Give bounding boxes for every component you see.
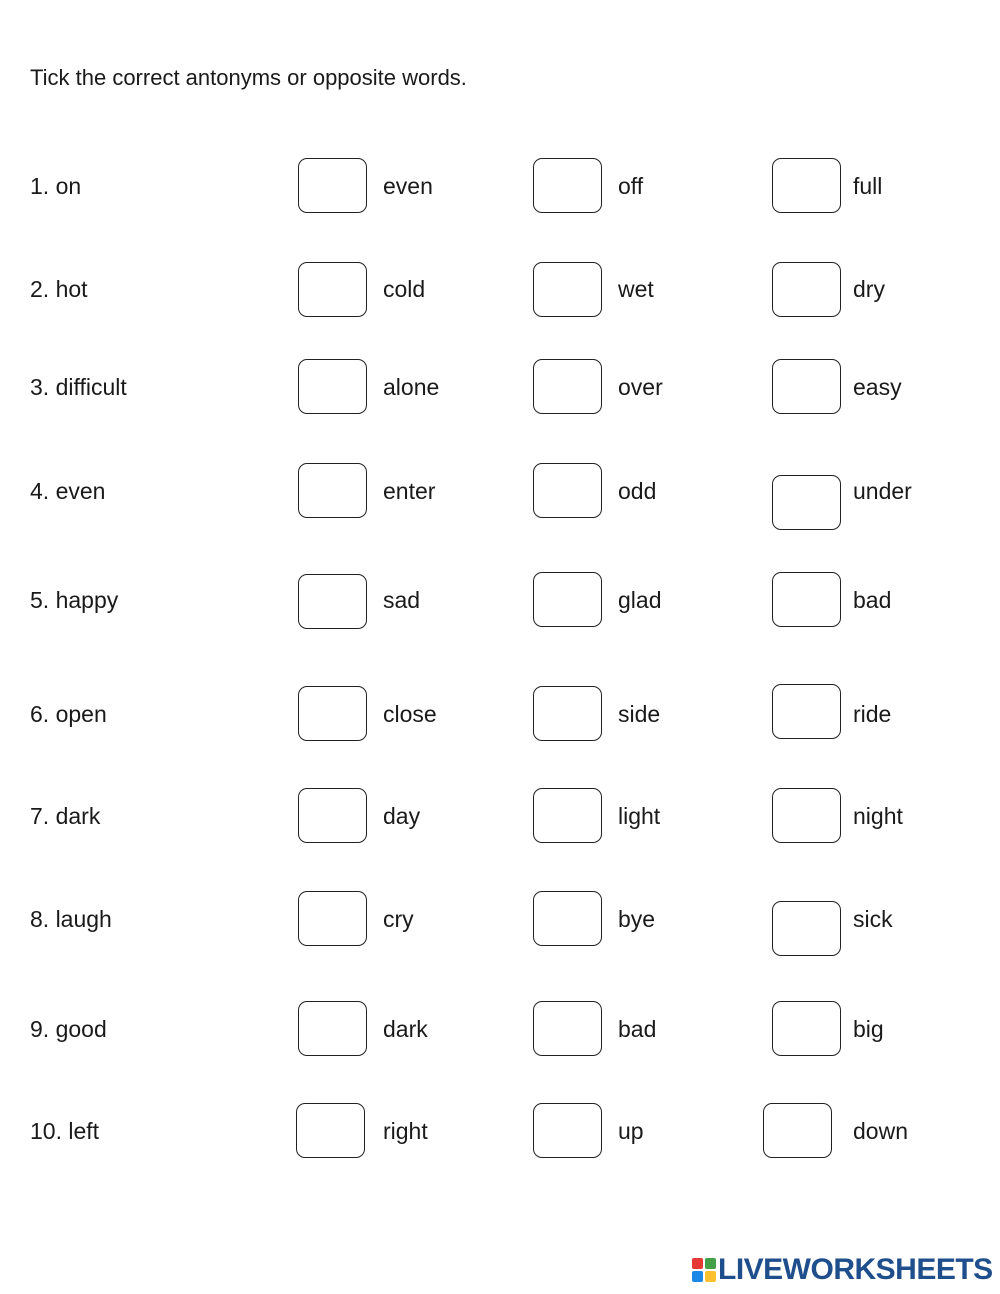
instruction-text: Tick the correct antonyms or opposite words. (30, 65, 467, 90)
logo-text: LIVEWORKSHEETS (718, 1253, 993, 1286)
answer-checkbox[interactable] (533, 891, 602, 946)
answer-checkbox[interactable] (533, 262, 602, 317)
question-word: 9. good (30, 1016, 107, 1042)
answer-option-label: cold (383, 276, 426, 302)
answer-option-label: light (618, 803, 661, 829)
answer-checkbox[interactable] (533, 1103, 602, 1158)
answer-option-label: bad (618, 1016, 657, 1042)
question-word: 6. open (30, 701, 107, 727)
question-word: 4. even (30, 478, 106, 504)
question-row (0, 686, 1000, 746)
answer-checkbox[interactable] (772, 572, 841, 627)
answer-option-label: even (383, 173, 433, 199)
answer-checkbox[interactable] (298, 463, 367, 518)
answer-checkbox[interactable] (533, 359, 602, 414)
question-row (0, 158, 1000, 218)
answer-option-label: full (853, 173, 883, 199)
answer-option-label: night (853, 803, 903, 829)
question-row (0, 261, 1000, 321)
answer-checkbox[interactable] (772, 1001, 841, 1056)
logo-square-yellow (705, 1271, 716, 1282)
liveworksheets-logo (692, 1254, 993, 1286)
answer-checkbox[interactable] (772, 158, 841, 213)
answer-checkbox[interactable] (772, 262, 841, 317)
answer-option-label: right (383, 1118, 428, 1144)
answer-checkbox[interactable] (298, 262, 367, 317)
answer-checkbox[interactable] (533, 1001, 602, 1056)
answer-checkbox[interactable] (298, 359, 367, 414)
logo-square-red (692, 1258, 703, 1269)
question-word: 5. happy (30, 587, 119, 613)
answer-option-label: sad (383, 587, 421, 613)
answer-checkbox[interactable] (533, 463, 602, 518)
answer-option-label: bad (853, 587, 892, 613)
answer-option-label: day (383, 803, 421, 829)
answer-checkbox[interactable] (296, 1103, 365, 1158)
answer-checkbox[interactable] (763, 1103, 832, 1158)
answer-checkbox[interactable] (772, 901, 841, 956)
question-row (0, 788, 1000, 848)
answer-checkbox[interactable] (298, 574, 367, 629)
answer-option-label: up (618, 1118, 644, 1144)
question-row (0, 359, 1000, 419)
answer-checkbox[interactable] (772, 684, 841, 739)
answer-option-label: alone (383, 374, 440, 400)
answer-checkbox[interactable] (298, 891, 367, 946)
logo-square-green (705, 1258, 716, 1269)
answer-checkbox[interactable] (533, 788, 602, 843)
answer-checkbox[interactable] (533, 572, 602, 627)
question-row (0, 891, 1000, 951)
answer-option-label: sick (853, 906, 893, 932)
answer-checkbox[interactable] (298, 1001, 367, 1056)
answer-option-label: close (383, 701, 437, 727)
question-row (0, 572, 1000, 632)
question-word: 10. left (30, 1118, 100, 1144)
answer-checkbox[interactable] (298, 158, 367, 213)
question-word: 2. hot (30, 276, 88, 302)
answer-option-label: enter (383, 478, 436, 504)
answer-option-label: off (618, 173, 644, 199)
answer-option-label: down (853, 1118, 908, 1144)
answer-checkbox[interactable] (533, 158, 602, 213)
question-word: 7. dark (30, 803, 101, 829)
answer-checkbox[interactable] (772, 475, 841, 530)
question-row (0, 1103, 1000, 1163)
answer-option-label: cry (383, 906, 414, 932)
answer-option-label: over (618, 374, 663, 400)
answer-option-label: odd (618, 478, 657, 504)
answer-option-label: bye (618, 906, 656, 932)
answer-option-label: glad (618, 587, 662, 613)
answer-option-label: wet (618, 276, 654, 302)
question-word: 3. difficult (30, 374, 127, 400)
question-row (0, 463, 1000, 523)
answer-option-label: dry (853, 276, 885, 302)
answer-checkbox[interactable] (298, 788, 367, 843)
answer-option-label: ride (853, 701, 892, 727)
question-row (0, 1001, 1000, 1061)
answer-checkbox[interactable] (298, 686, 367, 741)
answer-option-label: dark (383, 1016, 428, 1042)
logo-square-blue (692, 1271, 703, 1282)
answer-checkbox[interactable] (533, 686, 602, 741)
answer-option-label: side (618, 701, 661, 727)
question-word: 1. on (30, 173, 82, 199)
question-word: 8. laugh (30, 906, 112, 932)
answer-option-label: easy (853, 374, 902, 400)
answer-checkbox[interactable] (772, 359, 841, 414)
answer-option-label: big (853, 1016, 884, 1042)
answer-checkbox[interactable] (772, 788, 841, 843)
logo-mark-icon (692, 1258, 716, 1282)
answer-option-label: under (853, 478, 912, 504)
